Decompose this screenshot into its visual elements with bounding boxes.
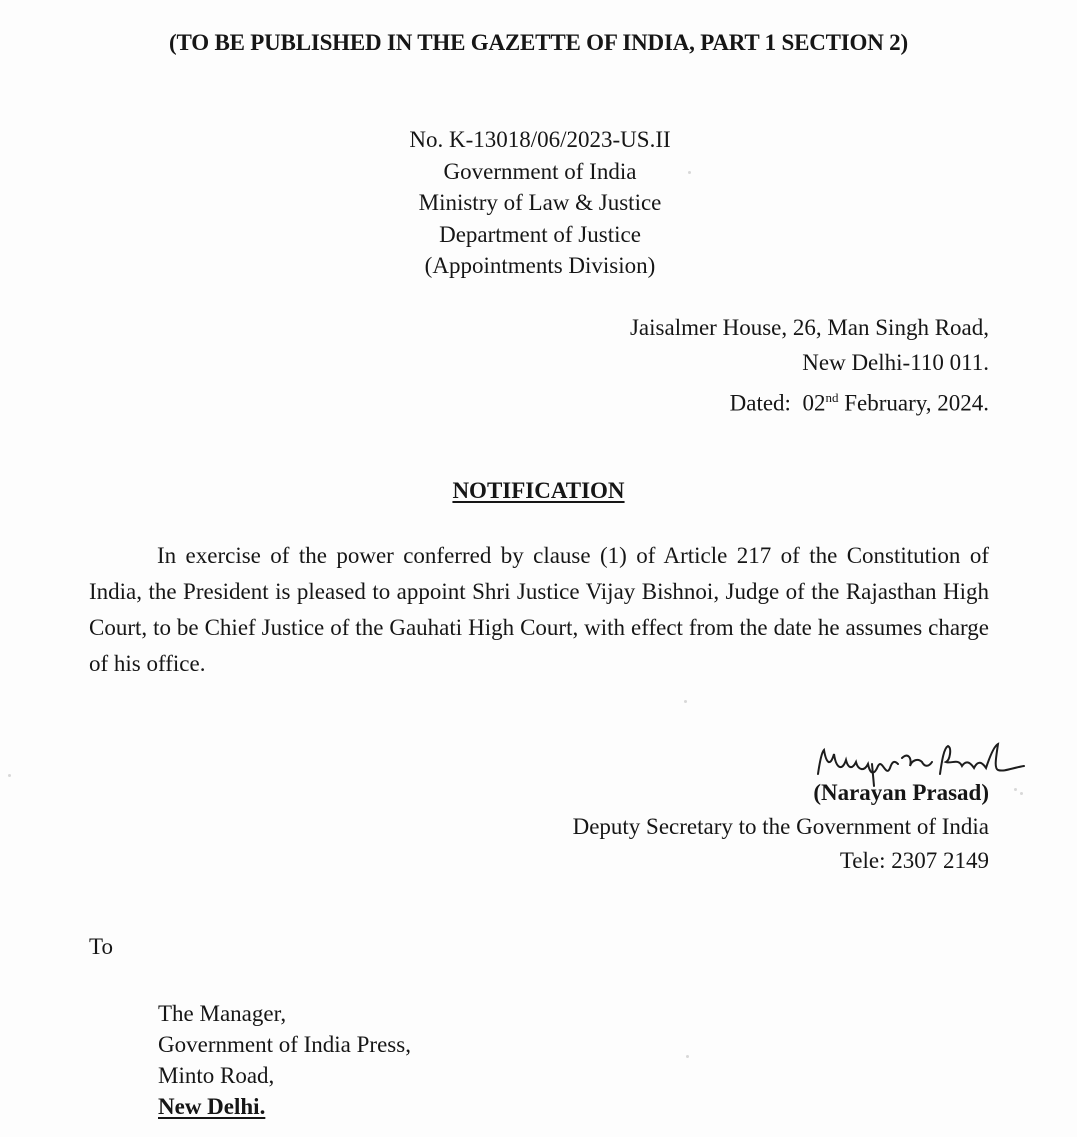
date-line: [630, 380, 989, 421]
to-label: To: [89, 934, 113, 959]
scan-speck: [684, 700, 687, 703]
file-number: No. K-13018/06/2023-US.II: [409, 127, 671, 152]
recipient-line-3: Minto Road,: [158, 1063, 275, 1088]
scan-speck: [686, 1055, 689, 1058]
address-line-2: New Delhi-110 011.: [802, 350, 989, 375]
scan-speck: [1020, 792, 1023, 795]
recipient-line-2: Government of India Press,: [158, 1032, 411, 1057]
recipient-city: New Delhi.: [158, 1094, 266, 1119]
scan-speck: [1014, 788, 1017, 791]
signatory-block: [573, 776, 989, 878]
ministry-name: Ministry of Law & Justice: [418, 190, 662, 215]
address-line-1: Jaisalmer House, 26, Man Singh Road,: [629, 315, 989, 340]
division-name: (Appointments Division): [424, 253, 656, 278]
date-month-year: February, 2024.: [844, 390, 989, 416]
notification-body: In exercise of the power conferred by clause (1) of Article 217 of the Constitution of India, the President is pleased to appoint Shri Justice Vijay Bishnoi, Judge of the Rajasthan High Court, to be Chief Justice of the Gauhati High Court, with effect from the date he assumes charge of his office.: [89, 543, 989, 676]
notification-title: NOTIFICATION: [452, 478, 625, 503]
date-suffix: nd: [825, 390, 839, 405]
department-name: Department of Justice: [439, 221, 641, 247]
address-block: [630, 310, 989, 421]
gazette-publication-line: (TO BE PUBLISHED IN THE GAZETTE OF INDIA, PART 1 SECTION 2): [169, 30, 908, 55]
government-name: Government of India: [443, 158, 637, 184]
recipient-line-1: The Manager,: [158, 1001, 287, 1026]
recipient-address: [158, 998, 411, 1122]
date-day: 02: [802, 390, 826, 416]
dated-label: Dated:: [729, 390, 791, 416]
reference-block: [340, 124, 740, 282]
signatory-designation: Deputy Secretary to the Government of India: [572, 814, 989, 839]
scan-speck: [8, 774, 11, 777]
signatory-telephone: Tele: 2307 2149: [839, 848, 989, 873]
signatory-name: (Narayan Prasad): [813, 780, 989, 805]
scan-speck: [688, 171, 691, 174]
